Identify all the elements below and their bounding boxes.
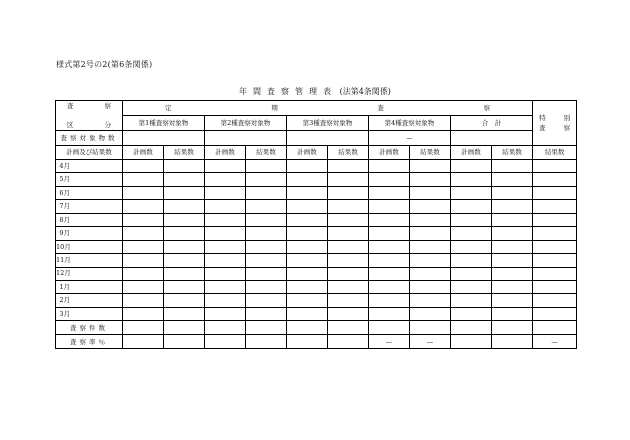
cell[interactable] (328, 267, 369, 280)
cols-label: 計画及び結果数 (56, 146, 123, 160)
cell[interactable] (246, 280, 287, 293)
cell[interactable] (369, 240, 410, 253)
cell[interactable] (123, 254, 164, 267)
cell[interactable] (451, 200, 492, 213)
cell[interactable] (369, 227, 410, 240)
group-1-header: 第1種査察対象物 (123, 116, 205, 131)
month-label: 5月 (56, 173, 123, 186)
cell[interactable] (451, 173, 492, 186)
cell[interactable] (164, 173, 205, 186)
month-row (56, 280, 577, 293)
result-header: 結果数 (164, 146, 205, 160)
cell[interactable] (246, 267, 287, 280)
object-count-row (56, 131, 577, 146)
month-row (56, 200, 577, 213)
cell[interactable] (410, 213, 451, 226)
cell[interactable] (533, 254, 577, 267)
cell[interactable] (451, 321, 492, 335)
page-title (0, 86, 630, 97)
month-label: 2月 (56, 294, 123, 307)
cell[interactable] (328, 227, 369, 240)
cell[interactable] (328, 173, 369, 186)
cell[interactable] (533, 227, 577, 240)
cell[interactable] (410, 294, 451, 307)
month-label: 12月 (56, 267, 123, 280)
cell[interactable] (451, 240, 492, 253)
month-label: 1月 (56, 280, 123, 293)
cell[interactable] (451, 294, 492, 307)
cell[interactable] (246, 160, 287, 173)
cell[interactable] (410, 173, 451, 186)
cell[interactable] (205, 294, 246, 307)
cell[interactable] (369, 254, 410, 267)
cell[interactable] (328, 294, 369, 307)
cell[interactable] (492, 240, 533, 253)
cell[interactable] (205, 160, 246, 173)
month-row (56, 160, 577, 173)
month-label: 10月 (56, 240, 123, 253)
cell[interactable] (328, 160, 369, 173)
month-row (56, 267, 577, 280)
column-header-row (56, 146, 577, 160)
cell[interactable] (246, 227, 287, 240)
month-row (56, 254, 577, 267)
result-header: 結果数 (410, 146, 451, 160)
cell[interactable] (369, 173, 410, 186)
cell[interactable] (205, 280, 246, 293)
cell[interactable] (492, 200, 533, 213)
group-2-header: 第2種査察対象物 (205, 116, 287, 131)
cell[interactable] (328, 335, 369, 349)
cell[interactable] (287, 294, 328, 307)
cell[interactable] (451, 267, 492, 280)
special-result-header: 結果数 (533, 146, 577, 160)
cell[interactable] (123, 186, 164, 199)
cell[interactable] (205, 267, 246, 280)
cell[interactable] (123, 173, 164, 186)
cell[interactable] (451, 280, 492, 293)
cell[interactable] (246, 186, 287, 199)
cell[interactable] (410, 227, 451, 240)
cell[interactable] (123, 267, 164, 280)
cell[interactable] (287, 307, 328, 320)
cell[interactable] (246, 254, 287, 267)
cell[interactable] (164, 254, 205, 267)
cell[interactable] (164, 213, 205, 226)
cell[interactable] (164, 240, 205, 253)
month-row (56, 294, 577, 307)
cell[interactable] (451, 186, 492, 199)
cell[interactable] (246, 213, 287, 226)
cell[interactable] (533, 160, 577, 173)
cell[interactable] (164, 335, 205, 349)
cell[interactable] (287, 186, 328, 199)
cell[interactable] (246, 321, 287, 335)
cell[interactable] (410, 267, 451, 280)
cell[interactable] (205, 240, 246, 253)
cell[interactable] (369, 321, 410, 335)
cell[interactable] (410, 254, 451, 267)
cell[interactable] (164, 307, 205, 320)
cell[interactable] (328, 213, 369, 226)
cell[interactable] (246, 294, 287, 307)
cell[interactable] (205, 254, 246, 267)
plan-header: 計画数 (287, 146, 328, 160)
cell[interactable] (246, 173, 287, 186)
cell[interactable] (246, 200, 287, 213)
cell[interactable] (205, 335, 246, 349)
cell[interactable] (205, 200, 246, 213)
cell[interactable] (369, 280, 410, 293)
cell[interactable] (533, 307, 577, 320)
cell[interactable] (287, 160, 328, 173)
cell[interactable] (328, 280, 369, 293)
group-3-header: 第3種査察対象物 (287, 116, 369, 131)
cell[interactable] (164, 321, 205, 335)
cell[interactable] (451, 213, 492, 226)
month-label: 6月 (56, 186, 123, 199)
cell[interactable] (205, 213, 246, 226)
title-main: 年間査察管理表 (239, 87, 338, 96)
cell[interactable] (287, 173, 328, 186)
cell[interactable] (533, 200, 577, 213)
cell[interactable] (123, 307, 164, 320)
cell[interactable] (451, 227, 492, 240)
object-count-label: 査察対象物数 (56, 131, 123, 146)
cell[interactable] (492, 321, 533, 335)
month-row (56, 213, 577, 226)
cell[interactable] (205, 307, 246, 320)
month-row (56, 240, 577, 253)
object-count-g2[interactable] (205, 131, 287, 146)
cell[interactable] (492, 267, 533, 280)
result-header: 結果数 (328, 146, 369, 160)
inspections-row (56, 321, 577, 335)
cell[interactable] (123, 200, 164, 213)
cell[interactable] (328, 240, 369, 253)
rate-row (56, 335, 577, 349)
cell[interactable] (369, 213, 410, 226)
month-label: 7月 (56, 200, 123, 213)
cell[interactable] (492, 160, 533, 173)
cell[interactable] (369, 294, 410, 307)
cell[interactable] (492, 280, 533, 293)
cell[interactable] (287, 240, 328, 253)
cell[interactable] (287, 200, 328, 213)
object-count-g3[interactable] (287, 131, 369, 146)
cell[interactable] (123, 213, 164, 226)
cell[interactable] (533, 240, 577, 253)
month-label: 11月 (56, 254, 123, 267)
rate-dash-plan: — (369, 335, 410, 349)
cell[interactable] (533, 294, 577, 307)
group-row (56, 116, 577, 131)
group-4-header: 第4種査察対象物 (369, 116, 451, 131)
plan-header: 計画数 (205, 146, 246, 160)
month-row (56, 227, 577, 240)
cell[interactable] (205, 227, 246, 240)
cell[interactable] (287, 321, 328, 335)
inspection-table (55, 100, 577, 349)
cell[interactable] (164, 267, 205, 280)
title-note: (法第4条関係) (339, 87, 391, 96)
month-label: 8月 (56, 213, 123, 226)
cell[interactable] (123, 240, 164, 253)
cell[interactable] (410, 280, 451, 293)
kubun-header: 査 察 区 分 (56, 101, 123, 131)
result-header: 結果数 (246, 146, 287, 160)
cell[interactable] (533, 321, 577, 335)
result-header: 結果数 (492, 146, 533, 160)
cell[interactable] (492, 294, 533, 307)
cell[interactable] (287, 267, 328, 280)
month-label: 3月 (56, 307, 123, 320)
cell[interactable] (533, 213, 577, 226)
cell[interactable] (410, 200, 451, 213)
cell[interactable] (287, 280, 328, 293)
cell[interactable] (492, 213, 533, 226)
cell[interactable] (205, 173, 246, 186)
cell[interactable] (205, 186, 246, 199)
month-label: 4月 (56, 160, 123, 173)
cell[interactable] (287, 227, 328, 240)
cell[interactable] (287, 213, 328, 226)
cell[interactable] (205, 321, 246, 335)
cell[interactable] (328, 200, 369, 213)
cell[interactable] (246, 335, 287, 349)
cell[interactable] (287, 335, 328, 349)
cell[interactable] (451, 307, 492, 320)
cell[interactable] (451, 335, 492, 349)
cell[interactable] (369, 267, 410, 280)
cell[interactable] (369, 186, 410, 199)
month-row (56, 173, 577, 186)
cell[interactable] (451, 160, 492, 173)
cell[interactable] (123, 227, 164, 240)
cell[interactable] (164, 280, 205, 293)
cell[interactable] (164, 186, 205, 199)
cell[interactable] (410, 186, 451, 199)
cell[interactable] (123, 335, 164, 349)
cell[interactable] (533, 186, 577, 199)
cell[interactable] (410, 307, 451, 320)
cell[interactable] (492, 173, 533, 186)
cell[interactable] (410, 321, 451, 335)
cell[interactable] (410, 240, 451, 253)
plan-header: 計画数 (369, 146, 410, 160)
cell[interactable] (533, 267, 577, 280)
cell[interactable] (123, 280, 164, 293)
cell[interactable] (451, 254, 492, 267)
object-count-g4: — (369, 131, 451, 146)
month-row (56, 186, 577, 199)
cell[interactable] (246, 307, 287, 320)
rate-dash-result: — (410, 335, 451, 349)
cell[interactable] (164, 200, 205, 213)
special-header: 特 別 査 察 (533, 101, 577, 146)
cell[interactable] (410, 160, 451, 173)
plan-header: 計画数 (123, 146, 164, 160)
cell[interactable] (369, 307, 410, 320)
cell[interactable] (369, 200, 410, 213)
rate-label: 査察率％ (56, 335, 123, 349)
inspections-label: 査察件数 (56, 321, 123, 335)
cell[interactable] (164, 160, 205, 173)
cell[interactable] (533, 173, 577, 186)
cell[interactable] (328, 321, 369, 335)
cell[interactable] (246, 240, 287, 253)
cell[interactable] (123, 294, 164, 307)
group-total-header: 合 計 (451, 116, 533, 131)
month-row (56, 307, 577, 320)
month-label: 9月 (56, 227, 123, 240)
object-count-total[interactable] (451, 131, 533, 146)
object-count-g1[interactable] (123, 131, 205, 146)
cell[interactable] (492, 307, 533, 320)
cell[interactable] (164, 227, 205, 240)
cell[interactable] (328, 254, 369, 267)
cell[interactable] (492, 254, 533, 267)
cell[interactable] (492, 335, 533, 349)
teiki-header: 定 期 査 察 (123, 101, 533, 116)
cell[interactable] (328, 307, 369, 320)
cell[interactable] (164, 294, 205, 307)
cell[interactable] (492, 227, 533, 240)
cell[interactable] (492, 186, 533, 199)
cell[interactable] (123, 160, 164, 173)
form-number: 様式第2号の2(第6条関係) (56, 60, 153, 69)
header-row (56, 101, 577, 116)
cell[interactable] (123, 321, 164, 335)
rate-dash-special: — (533, 335, 577, 349)
cell[interactable] (533, 280, 577, 293)
cell[interactable] (328, 186, 369, 199)
plan-header: 計画数 (451, 146, 492, 160)
cell[interactable] (287, 254, 328, 267)
cell[interactable] (369, 160, 410, 173)
